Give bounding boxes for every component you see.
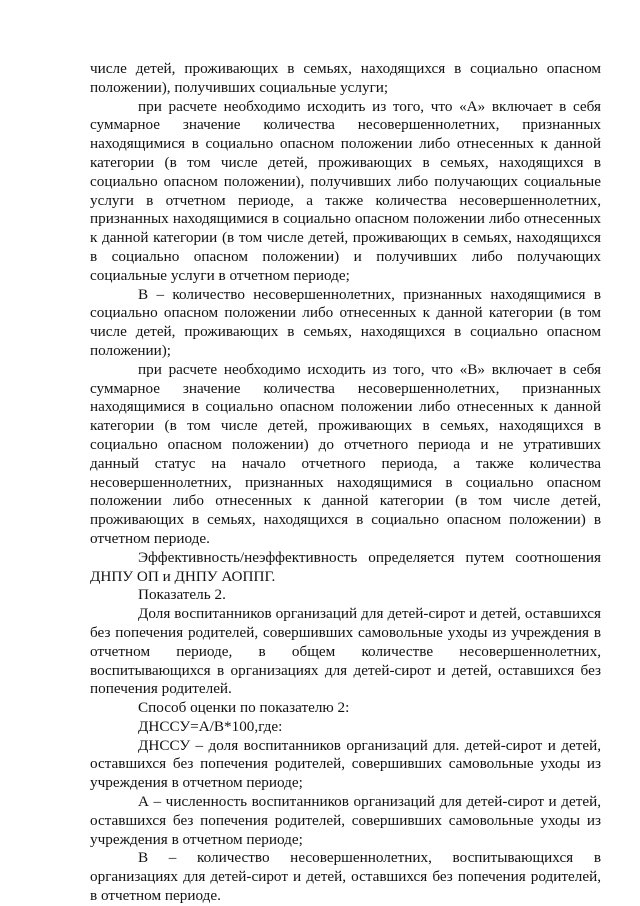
paragraph-3: В – количество несовершеннолетних, признанных находящимися в социально опасном положении либо отнесенных к данной категории (в том числе детей, проживающих в семьях, находящихся в социально опасном положении); [90, 285, 601, 359]
paragraph-4: при расчете необходимо исходить из того, что «В» включает в себя суммарное значение количества несовершеннолетних, признанных находящимися в социально опасном положении либо отнесенных к данной категории (в том числе детей, проживающих в семьях, находящихся в социально опасном положении) до отчетного периода и не утративших данный статус на начало отчетного периода, а также количества несовершеннолетних, признанных находящимися в социально опасном положении либо отнесенных к данной категории (в том числе детей, проживающих в семьях, находящихся в социально опасном положении) в отчетном периоде. [90, 360, 601, 547]
paragraph-1: числе детей, проживающих в семьях, находящихся в социально опасном положении), получивших социальные услуги; [90, 60, 601, 96]
paragraph-2: при расчете необходимо исходить из того, что «А» включает в себя суммарное значение количества несовершеннолетних, признанных находящимися в социально опасном положении либо отнесенных к данной категории (в том числе детей, проживающих в семьях, находящихся в социально опасном положении), получивших либо получающих социальные услуги в отчетном периоде, а также количества несовершеннолетних, признанных находящимися в социально опасном положении либо отнесенных к данной категории (в том числе детей, проживающих в семьях, находящихся в социально опасном положении) и получивших либо получающих социальные услуги в отчетном периоде; [90, 97, 601, 284]
paragraph-5: Эффективность/неэффективность определяется путем соотношения ДНПУ ОП и ДНПУ АОППГ. [90, 548, 601, 585]
indicator-2-heading: Показатель 2. [138, 586, 226, 604]
definition-dnssu: ДНССУ – доля воспитанников организаций для. детей-сирот и детей, оставшихся без попечения родителей, совершивших самовольные уходы из учреждения в отчетном периоде; [90, 736, 601, 792]
document-page [90, 60, 601, 906]
definition-b: В – количество несовершеннолетних, воспитывающихся в организациях для детей-сирот и детей, оставшихся без попечения родителей, в отчетном периоде. [90, 849, 601, 905]
definition-a: А – численность воспитанников организаций для детей-сирот и детей, оставшихся без попечения родителей, совершивших самовольные уходы из учреждения в отчетном периоде; [90, 793, 601, 848]
paragraph-7: Доля воспитанников организаций для детей-сирот и детей, оставшихся без попечения родителей, совершивших самовольные уходы из учреждения в отчетном периоде, в общем количестве несовершеннолетних, воспитывающихся в организациях для детей-сирот и детей, оставшихся без попечения родителей. [90, 605, 601, 698]
formula: ДНССУ=А/В*100,где: [138, 717, 283, 735]
evaluation-method-heading: Способ оценки по показателю 2: [138, 699, 350, 717]
